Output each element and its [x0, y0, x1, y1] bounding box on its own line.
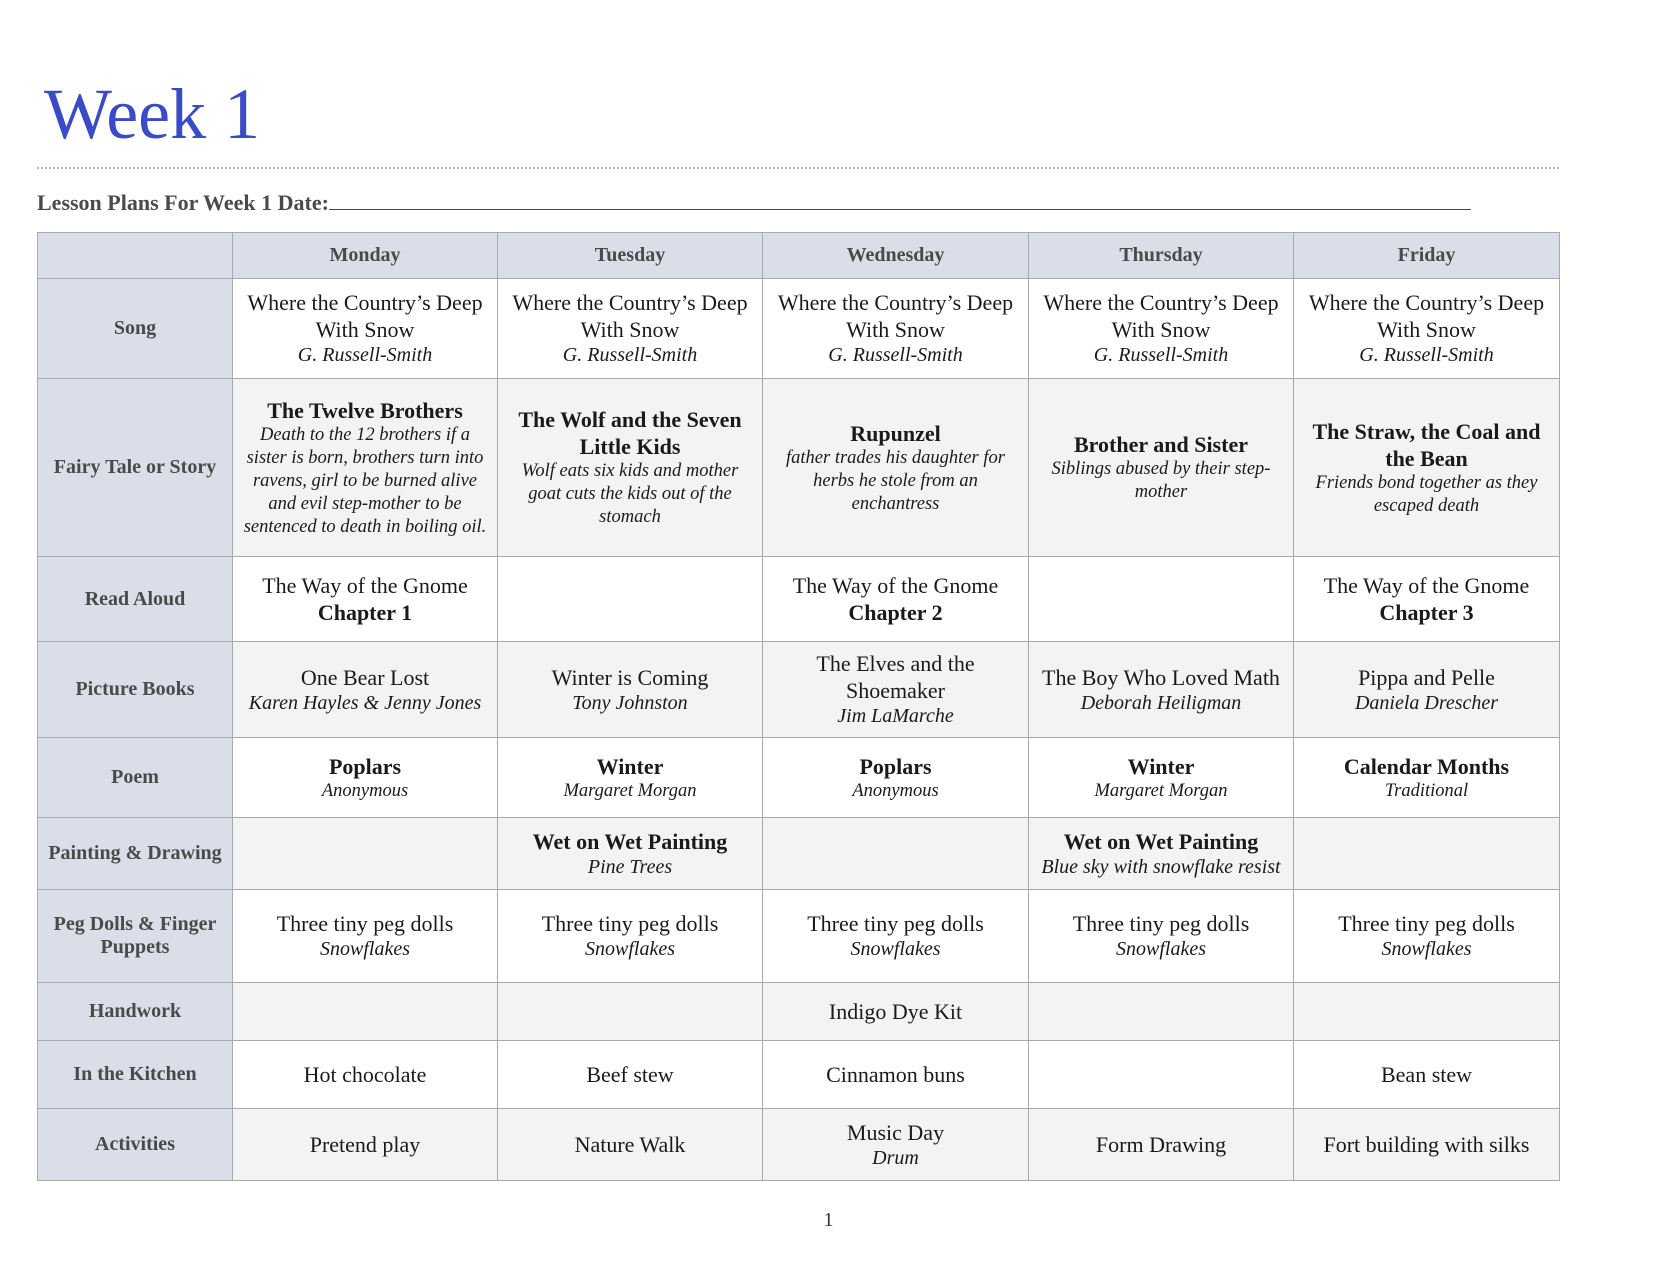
cell-handwork-friday — [1294, 983, 1560, 1041]
cell-read-aloud-monday — [233, 557, 498, 642]
page-title: Week 1 — [44, 74, 261, 154]
cell-read-aloud-thursday — [1029, 557, 1294, 642]
cell-kitchen-monday — [233, 1041, 498, 1109]
activity-title: Nature Walk — [574, 1132, 686, 1157]
activity-detail: Pine Trees — [587, 855, 673, 878]
craft-title: Three tiny peg dolls — [276, 911, 454, 936]
cell-picture-books-thursday — [1029, 642, 1294, 738]
cell-activities-tuesday — [498, 1109, 763, 1181]
cell-peg-dolls-thursday — [1029, 890, 1294, 983]
row-label-activities: Activities — [38, 1109, 233, 1181]
activity-title: Music Day — [846, 1119, 945, 1145]
cell-fairy-tale-wednesday — [763, 379, 1029, 557]
cell-song-monday — [233, 279, 498, 379]
poem-title: Poplars — [859, 753, 932, 779]
cell-poem-tuesday — [498, 738, 763, 818]
craft-detail: Snowflakes — [1381, 938, 1472, 960]
cell-song-tuesday — [498, 279, 763, 379]
day-header-wednesday: Wednesday — [763, 233, 1029, 279]
cell-poem-friday — [1294, 738, 1560, 818]
craft-title: Three tiny peg dolls — [1338, 911, 1515, 936]
cell-painting-tuesday — [498, 818, 763, 890]
day-header-friday: Friday — [1294, 233, 1560, 279]
recipe: Bean stew — [1380, 1062, 1473, 1087]
craft-title: Three tiny peg dolls — [807, 911, 984, 936]
story-summary: Death to the 12 brothers if a sister is born, brothers turn into ravens, girl to be burned alive and evil step-mother to be sentenced to death in boiling oil. — [243, 424, 487, 537]
activity-title: Fort building with silks — [1323, 1132, 1530, 1157]
activity-title: Form Drawing — [1095, 1132, 1227, 1157]
book-title: The Way of the Gnome — [262, 573, 468, 598]
cell-activities-monday — [233, 1109, 498, 1181]
row-fairy-tale — [38, 379, 1560, 557]
cell-main: Where the Country’s Deep With Snow — [247, 290, 483, 342]
story-summary: Siblings abused by their step-mother — [1051, 459, 1271, 502]
row-label-kitchen: In the Kitchen — [38, 1041, 233, 1109]
cell-activities-friday — [1294, 1109, 1560, 1181]
cell-fairy-tale-thursday — [1029, 379, 1294, 557]
recipe: Beef stew — [586, 1062, 674, 1087]
date-blank-line — [329, 191, 1471, 210]
row-label-read-aloud: Read Aloud — [38, 557, 233, 642]
story-title: The Wolf and the Seven Little Kids — [518, 407, 742, 459]
story-title: The Straw, the Coal and the Bean — [1312, 418, 1541, 471]
cell-kitchen-tuesday — [498, 1041, 763, 1109]
poem-title: Calendar Months — [1343, 753, 1510, 779]
cell-main: Where the Country’s Deep With Snow — [1308, 290, 1545, 342]
header-row — [38, 233, 1560, 279]
cell-peg-dolls-tuesday — [498, 890, 763, 983]
cell-poem-wednesday — [763, 738, 1029, 818]
cell-fairy-tale-tuesday — [498, 379, 763, 557]
story-title: Rupunzel — [850, 420, 941, 446]
recipe: Hot chocolate — [303, 1062, 427, 1087]
row-label-peg-dolls: Peg Dolls & Finger Puppets — [38, 890, 233, 983]
cell-poem-thursday — [1029, 738, 1294, 818]
row-painting-drawing — [38, 818, 1560, 890]
story-summary: father trades his daughter for herbs he stole from an enchantress — [786, 447, 1005, 514]
cell-peg-dolls-monday — [233, 890, 498, 983]
craft-detail: Snowflakes — [320, 938, 410, 960]
cell-read-aloud-wednesday — [763, 557, 1029, 642]
cell-kitchen-friday — [1294, 1041, 1560, 1109]
activity-title: Pretend play — [309, 1132, 421, 1157]
activity-detail: Drum — [872, 1146, 919, 1169]
book-title: Winter is Coming — [551, 664, 709, 690]
cell-peg-dolls-wednesday — [763, 890, 1029, 983]
cell-read-aloud-friday — [1294, 557, 1560, 642]
recipe: Cinnamon buns — [826, 1062, 965, 1087]
cell-song-wednesday — [763, 279, 1029, 379]
cell-sub: G. Russell-Smith — [1093, 344, 1229, 366]
poem-author: Margaret Morgan — [563, 780, 697, 801]
activity-title: Wet on Wet Painting — [1063, 828, 1259, 854]
cell-sub: G. Russell-Smith — [562, 344, 698, 366]
corner-cell — [38, 233, 233, 279]
row-label-fairy-tale: Fairy Tale or Story — [38, 379, 233, 557]
chapter: Chapter 2 — [848, 600, 943, 625]
day-header-tuesday: Tuesday — [498, 233, 763, 279]
craft-title: Three tiny peg dolls — [541, 911, 719, 936]
cell-picture-books-friday — [1294, 642, 1560, 738]
row-label-handwork: Handwork — [38, 983, 233, 1041]
book-title: The Way of the Gnome — [1323, 573, 1530, 598]
cell-song-thursday — [1029, 279, 1294, 379]
cell-activities-thursday — [1029, 1109, 1294, 1181]
book-author: Jim LaMarche — [837, 705, 954, 727]
cell-kitchen-thursday — [1029, 1041, 1294, 1109]
dotted-divider — [37, 167, 1559, 169]
cell-main: Where the Country’s Deep With Snow — [512, 290, 748, 342]
subtitle-label: Lesson Plans For Week 1 Date: — [37, 190, 329, 215]
row-kitchen — [38, 1041, 1560, 1109]
poem-author: Margaret Morgan — [1094, 780, 1228, 801]
cell-picture-books-wednesday — [763, 642, 1029, 738]
activity-detail: Blue sky with snowflake resist — [1041, 855, 1281, 878]
story-summary: Friends bond together as they escaped death — [1315, 472, 1538, 516]
cell-picture-books-monday — [233, 642, 498, 738]
row-picture-books — [38, 642, 1560, 738]
cell-sub: G. Russell-Smith — [297, 344, 433, 366]
page-number: 1 — [823, 1209, 834, 1231]
book-title: The Way of the Gnome — [792, 573, 999, 598]
cell-main: Where the Country’s Deep With Snow — [777, 290, 1014, 342]
cell-handwork-tuesday — [498, 983, 763, 1041]
cell-painting-wednesday — [763, 818, 1029, 890]
poem-title: Winter — [1127, 753, 1195, 779]
cell-poem-monday — [233, 738, 498, 818]
activity-title: Wet on Wet Painting — [532, 828, 728, 854]
row-label-song: Song — [38, 279, 233, 379]
cell-activities-wednesday — [763, 1109, 1029, 1181]
cell-kitchen-wednesday — [763, 1041, 1029, 1109]
cell-painting-friday — [1294, 818, 1560, 890]
row-read-aloud — [38, 557, 1560, 642]
chapter: Chapter 3 — [1379, 600, 1474, 625]
row-handwork — [38, 983, 1560, 1041]
book-author: Tony Johnston — [572, 691, 688, 714]
cell-sub: G. Russell-Smith — [1359, 344, 1494, 366]
row-peg-dolls — [38, 890, 1560, 983]
craft-title: Three tiny peg dolls — [1072, 911, 1250, 936]
cell-song-friday — [1294, 279, 1560, 379]
book-author: Deborah Heiligman — [1080, 691, 1242, 714]
cell-main: Where the Country’s Deep With Snow — [1043, 290, 1279, 342]
day-header-monday: Monday — [233, 233, 498, 279]
row-label-poem: Poem — [38, 738, 233, 818]
day-header-thursday: Thursday — [1029, 233, 1294, 279]
row-activities — [38, 1109, 1560, 1181]
row-poem — [38, 738, 1560, 818]
story-title: Brother and Sister — [1074, 432, 1248, 457]
cell-peg-dolls-friday — [1294, 890, 1560, 983]
cell-read-aloud-tuesday — [498, 557, 763, 642]
craft-detail: Snowflakes — [585, 938, 675, 960]
poem-author: Anonymous — [321, 780, 409, 801]
chapter: Chapter 1 — [317, 600, 413, 625]
poem-author: Anonymous — [852, 780, 939, 801]
cell-painting-thursday — [1029, 818, 1294, 890]
book-title: The Elves and the Shoemaker — [816, 651, 975, 703]
story-title: The Twelve Brothers — [267, 397, 463, 423]
handwork-item: Indigo Dye Kit — [828, 999, 963, 1024]
cell-handwork-wednesday — [763, 983, 1029, 1041]
cell-handwork-monday — [233, 983, 498, 1041]
cell-fairy-tale-friday — [1294, 379, 1560, 557]
poem-title: Winter — [596, 753, 664, 779]
story-summary: Wolf eats six kids and mother goat cuts the kids out of the stomach — [521, 461, 739, 527]
cell-painting-monday — [233, 818, 498, 890]
poem-title: Poplars — [328, 753, 402, 779]
craft-detail: Snowflakes — [850, 938, 941, 960]
date-line — [37, 190, 1471, 216]
book-title: The Boy Who Loved Math — [1042, 664, 1280, 690]
book-author: Karen Hayles & Jenny Jones — [248, 691, 482, 714]
cell-fairy-tale-monday — [233, 379, 498, 557]
book-author: Daniela Drescher — [1354, 691, 1499, 714]
poem-author: Traditional — [1384, 780, 1469, 801]
cell-sub: G. Russell-Smith — [828, 344, 963, 366]
row-label-picture-books: Picture Books — [38, 642, 233, 738]
cell-picture-books-tuesday — [498, 642, 763, 738]
lesson-plan-table — [37, 232, 1560, 1181]
row-label-painting-drawing: Painting & Drawing — [38, 818, 233, 890]
row-song — [38, 279, 1560, 379]
craft-detail: Snowflakes — [1116, 938, 1206, 960]
cell-handwork-thursday — [1029, 983, 1294, 1041]
book-title: Pippa and Pelle — [1358, 664, 1495, 690]
book-title: One Bear Lost — [300, 664, 430, 690]
